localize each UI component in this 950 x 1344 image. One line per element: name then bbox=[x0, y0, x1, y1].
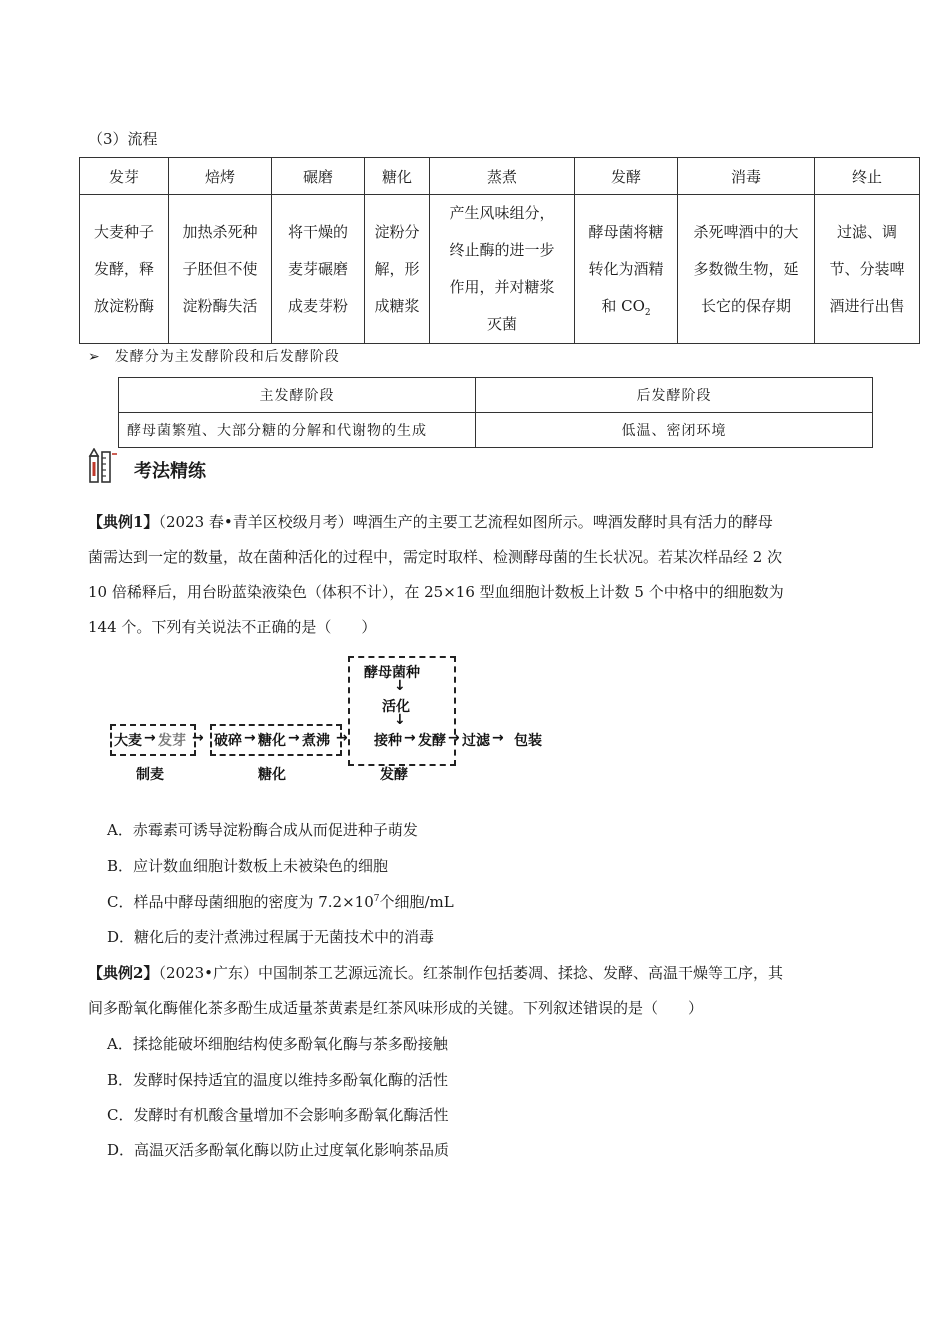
table-cell: 产生风味组分， 终止酶的进一步 作用，并对糖浆 灭菌 bbox=[430, 195, 575, 344]
fermentation-caption: 发酵 bbox=[380, 767, 408, 783]
table-cell: 将干燥的 麦芽碾磨 成麦芽粉 bbox=[272, 195, 365, 344]
example2-option-a: A．揉捻能破坏细胞结构使多酚氧化酶与茶多酚接触 bbox=[107, 1035, 448, 1053]
right-arrow-icon: → bbox=[336, 730, 348, 746]
header-cell: 后发酵阶段 bbox=[476, 378, 873, 413]
saccharify-label: 糖化 bbox=[258, 733, 286, 749]
example1-option-b: B．应计数血细胞计数板上未被染色的细胞 bbox=[107, 857, 389, 875]
table-row bbox=[119, 413, 873, 448]
saccharification-caption: 糖化 bbox=[258, 767, 286, 783]
fermentation-stage-table bbox=[118, 377, 873, 448]
filtration-label: 过滤 bbox=[462, 733, 490, 749]
example2-question: 【典例2】（2023•广东）中国制茶工艺源远流长。红茶制作包括萎凋、揉捻、发酵、高温干燥等工序，其 间多酚氧化酶催化茶多酚生成适量茶黄素是红茶风味形成的关键。下列叙述错误的是（ ） bbox=[88, 964, 783, 1017]
example1-question: 【典例1】（2023 春•青羊区校级月考）啤酒生产的主要工艺流程如图所示。啤酒发酵时具有活力的酵母 菌需达到一定的数量，故在菌种活化的过程中，需定时取样、检测酵母菌的生长状况。若某次样品经 2 次 10 倍稀释后，用台盼蓝染液染色（体积不计），在 25×16 型血细胞计数板上计数 5 个中格中的细胞数为 144 个。下列有关说法不正确的是（ ） bbox=[88, 513, 784, 636]
malting-caption: 制麦 bbox=[136, 767, 164, 783]
header-cell: 蒸煮 bbox=[430, 158, 575, 195]
table-header-row bbox=[80, 158, 920, 195]
process-flow-table bbox=[79, 157, 920, 344]
example-tag: 【典例2】 bbox=[88, 964, 159, 982]
table-cell: 过滤、调 节、分装啤 酒进行出售 bbox=[815, 195, 920, 344]
germination-label: 发芽 bbox=[158, 733, 186, 749]
example2-option-d: D．高温灭活多酚氧化酶以防止过度氧化影响茶品质 bbox=[107, 1141, 450, 1159]
table-cell: 大麦种子 发酵，释 放淀粉酶 bbox=[80, 195, 169, 344]
activation-label: 活化 bbox=[382, 699, 410, 715]
crushing-label: 破碎 bbox=[214, 733, 242, 749]
example-tag: 【典例1】 bbox=[88, 513, 159, 531]
right-arrow-icon: → bbox=[288, 730, 300, 746]
header-cell: 碾磨 bbox=[272, 158, 365, 195]
example1-option-c: C．样品中酵母菌细胞的密度为 $7.2\times 10^7$个细胞/mL bbox=[107, 893, 454, 911]
table-header-row bbox=[119, 378, 873, 413]
bullet-text: 发酵分为主发酵阶段和后发酵阶段 bbox=[114, 349, 340, 365]
bullet-line bbox=[88, 346, 340, 366]
section-title: （3）流程 bbox=[88, 130, 158, 148]
right-arrow-icon: → bbox=[448, 730, 460, 746]
header-cell: 糖化 bbox=[365, 158, 430, 195]
table-row bbox=[80, 195, 920, 344]
section-heading: 考法精练 bbox=[134, 461, 206, 482]
example1-option-d: D．糖化后的麦汁煮沸过程属于无菌技术中的消毒 bbox=[107, 928, 435, 946]
example1-option-a: A．赤霉素可诱导淀粉酶合成从而促进种子萌发 bbox=[107, 821, 418, 839]
barley-label: 大麦 bbox=[114, 733, 142, 749]
table-cell: 低温、密闭环境 bbox=[476, 413, 873, 448]
header-cell: 消毒 bbox=[678, 158, 815, 195]
ferment-label: 发酵 bbox=[418, 733, 446, 749]
beer-process-diagram bbox=[108, 652, 568, 787]
header-cell: 发酵 bbox=[575, 158, 678, 195]
inoculation-label: 接种 bbox=[374, 733, 402, 749]
table-cell: 淀粉分 解，形 成糖浆 bbox=[365, 195, 430, 344]
header-cell: 主发酵阶段 bbox=[119, 378, 476, 413]
down-arrow-icon: ↓ bbox=[394, 712, 406, 728]
yeast-strain-label: 酵母菌种 bbox=[364, 665, 420, 681]
right-arrow-icon: → bbox=[404, 730, 416, 746]
header-cell: 焙烤 bbox=[169, 158, 272, 195]
right-arrow-icon: → bbox=[144, 730, 156, 746]
packaging-label: 包装 bbox=[514, 733, 542, 749]
right-arrow-icon: → bbox=[192, 730, 204, 746]
example2-option-b: B．发酵时保持适宜的温度以维持多酚氧化酶的活性 bbox=[107, 1071, 449, 1089]
down-arrow-icon: ↓ bbox=[394, 678, 406, 694]
table-cell: 杀死啤酒中的大 多数微生物，延 长它的保存期 bbox=[678, 195, 815, 344]
right-arrow-icon: → bbox=[492, 730, 504, 746]
table-cell: 加热杀死种 子胚但不使 淀粉酶失活 bbox=[169, 195, 272, 344]
header-cell: 发芽 bbox=[80, 158, 169, 195]
table-cell: 酵母菌繁殖、大部分糖的分解和代谢物的生成 bbox=[119, 413, 476, 448]
boiling-label: 煮沸 bbox=[302, 733, 330, 749]
header-cell: 终止 bbox=[815, 158, 920, 195]
arrow-bullet-icon: ➢ bbox=[88, 349, 101, 365]
example2-option-c: C．发酵时有机酸含量增加不会影响多酚氧化酶活性 bbox=[107, 1106, 449, 1124]
pencil-ruler-icon bbox=[88, 448, 118, 486]
table-cell: 酵母菌将糖 转化为酒精 和 $CO_2$ bbox=[575, 195, 678, 344]
right-arrow-icon: → bbox=[244, 730, 256, 746]
